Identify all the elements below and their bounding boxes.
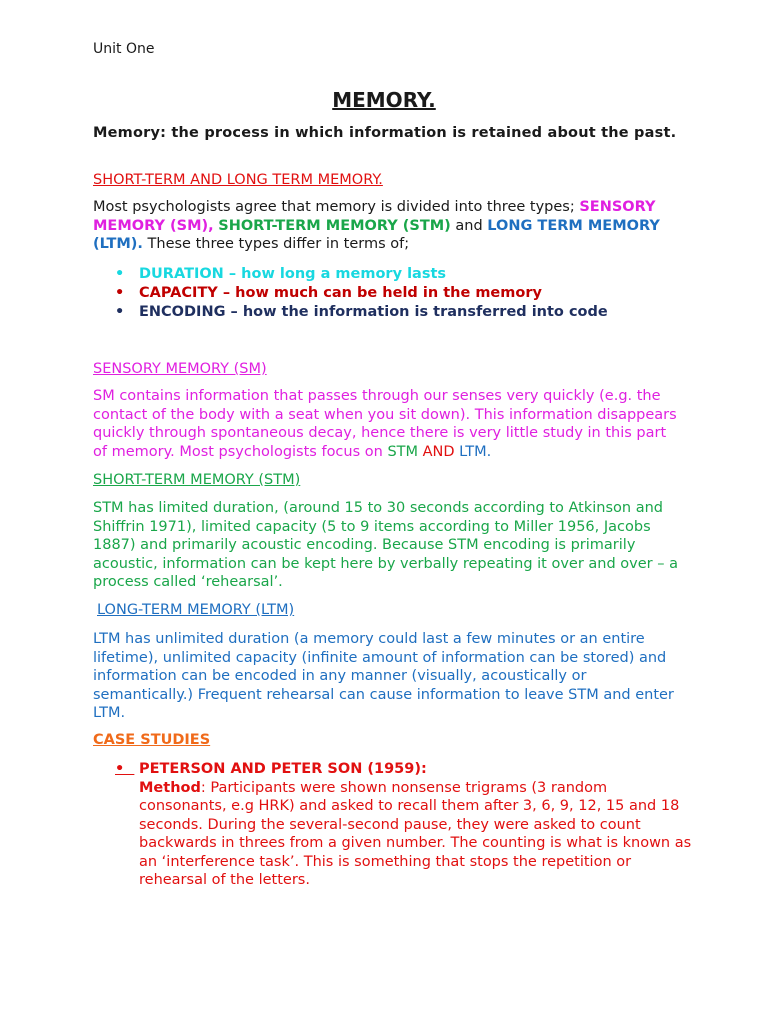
case-study-item [115, 760, 695, 890]
ltm-body: LTM has unlimited duration (a memory could last a few minutes or an entire lifetime), unlimited capacity (infinite amount of information can be stored) and information can be encoded in any manner (visually, acoustically or semantically.) Frequent rehearsal can cause information to leave STM and enter LTM. [93, 631, 674, 721]
intro-plain: Most psychologists agree that memory is divided into three types; [93, 199, 575, 215]
sm-body-and: AND [422, 443, 455, 460]
sm-body-stm: STM [387, 443, 419, 460]
stm-label: SHORT-TERM MEMORY (STM) [218, 217, 451, 234]
case-studies-heading: CASE STUDIES [93, 732, 211, 748]
ltm-heading: LONG-TERM MEMORY (LTM) [97, 602, 295, 618]
method-label: Method [139, 779, 201, 796]
sm-body-ltm: LTM. [459, 443, 492, 460]
ltm-label: LONG TERM MEMORY (LTM). [93, 217, 660, 252]
bullet-dot-icon: • [115, 266, 125, 282]
stm-ltm-heading: SHORT-TERM AND LONG TERM MEMORY. [93, 172, 383, 188]
memory-definition: Memory: the process in which information is retained about the past. [93, 125, 677, 141]
bullet-dot-icon: • [115, 761, 135, 777]
page-title: MEMORY. [332, 88, 436, 112]
unit-header: Unit One [93, 41, 155, 57]
bullet-duration: • DURATION – how long a memory lasts [115, 266, 447, 282]
bullet-dot-icon: • [115, 285, 125, 301]
sm-label: SENSORY MEMORY (SM), [93, 199, 656, 234]
sm-heading: SENSORY MEMORY (SM) [93, 361, 267, 377]
and-word: and [455, 217, 483, 234]
types-bullet-list [115, 265, 608, 322]
intro-paragraph [93, 198, 683, 254]
stm-heading: SHORT-TERM MEMORY (STM) [93, 472, 301, 488]
bullet-dot-icon: • [115, 304, 125, 320]
stm-body: STM has limited duration, (around 15 to 30 seconds according to Atkinson and Shiffrin 1971), limited capacity (5 to 9 items according to Miller 1956, Jacobs 1887) and primarily acoustic encoding. Because STM encoding is primarily acoustic, information can be kept here by verbally repeating it over and over – a process called ‘rehearsal’. [93, 500, 678, 590]
case-study-title: PETERSON AND PETER SON (1959): [139, 761, 427, 777]
bullet-capacity: • CAPACITY – how much can be held in the memory [115, 285, 542, 301]
bullet-encoding: • ENCODING – how the information is transferred into code [115, 304, 608, 320]
case-study-method [115, 779, 695, 890]
method-text: : Participants were shown nonsense trigrams (3 random consonants, e.g HRK) and asked to recall them after 3, 6, 9, 12, 15 and 18 seconds. During the several-second pause, they were asked to count backwards in threes from a given number. The counting is what is known as an ‘interference task’. This is something that stops the repetition or rehearsal of the letters. [139, 779, 692, 888]
sm-body: SM contains information that passes through our senses very quickly (e.g. the contact of the body with a seat when you sit down). This information disappears quickly through spontaneous decay, hence there is very little study in this part of memory. Most psychologists focus on STM AND LTM. [93, 388, 677, 460]
intro-tail: These three types differ in terms of; [147, 236, 410, 252]
